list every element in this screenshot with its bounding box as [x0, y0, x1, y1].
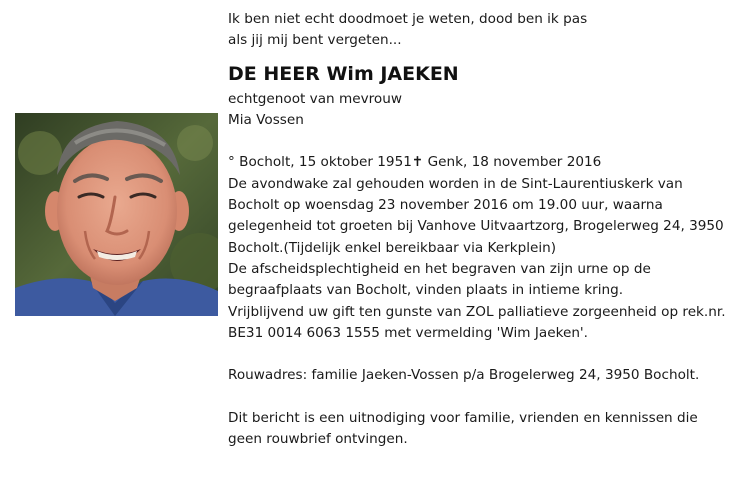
details-line-3: gelegenheid tot groeten bij Vanhove Uitvaartzorg, Brogelerweg 24, 3950: [228, 218, 724, 235]
details-line-8: BE31 0014 6063 1555 met vermelding 'Wim Jaeken'.: [228, 324, 588, 341]
relation-line-1: echtgenoot van mevrouw: [228, 90, 402, 107]
quote-line-2: als jij mij bent vergeten...: [228, 32, 402, 49]
details-line-4: Bocholt.(Tijdelijk enkel bereikbaar via Kerkplein): [228, 239, 557, 256]
spacer: [228, 131, 750, 152]
portrait-photo: [15, 113, 218, 316]
dates-line: [228, 152, 750, 173]
cross-icon: ✝: [411, 154, 424, 171]
portrait-illustration: [15, 113, 218, 316]
closing-line-1: Dit bericht is een uitnodiging voor familie, vrienden en kennissen die: [228, 410, 698, 427]
details-line-5: De afscheidsplechtigheid en het begraven van zijn urne op de: [228, 260, 651, 277]
address-line: Rouwadres: familie Jaeken-Vossen p/a Brogelerweg 24, 3950 Bocholt.: [228, 367, 700, 384]
obituary-text: [228, 9, 750, 451]
death-date: Genk, 18 november 2016: [423, 154, 602, 171]
details-line-1: De avondwake zal gehouden worden in de Sint-Laurentiuskerk van: [228, 175, 683, 192]
relation-line-2: Mia Vossen: [228, 111, 304, 128]
details-line-7: Vrijblijvend uw gift ten gunste van ZOL palliatieve zorgeenheid op rek.nr.: [228, 303, 726, 320]
spacer: [228, 344, 750, 365]
birth-symbol: °: [228, 154, 235, 171]
closing-line-2: geen rouwbrief ontvingen.: [228, 431, 408, 448]
spacer: [228, 387, 750, 408]
birth-date: Bocholt, 15 oktober 1951: [234, 154, 412, 171]
quote-line-1: Ik ben niet echt doodmoet je weten, dood ben ik pas: [228, 11, 588, 27]
deceased-name: DE HEER Wim JAEKEN: [228, 62, 459, 85]
details-line-2: Bocholt op woensdag 23 november 2016 om 19.00 uur, waarna: [228, 197, 663, 214]
details-line-6: begraafplaats van Bocholt, vinden plaats in intieme kring.: [228, 282, 624, 299]
